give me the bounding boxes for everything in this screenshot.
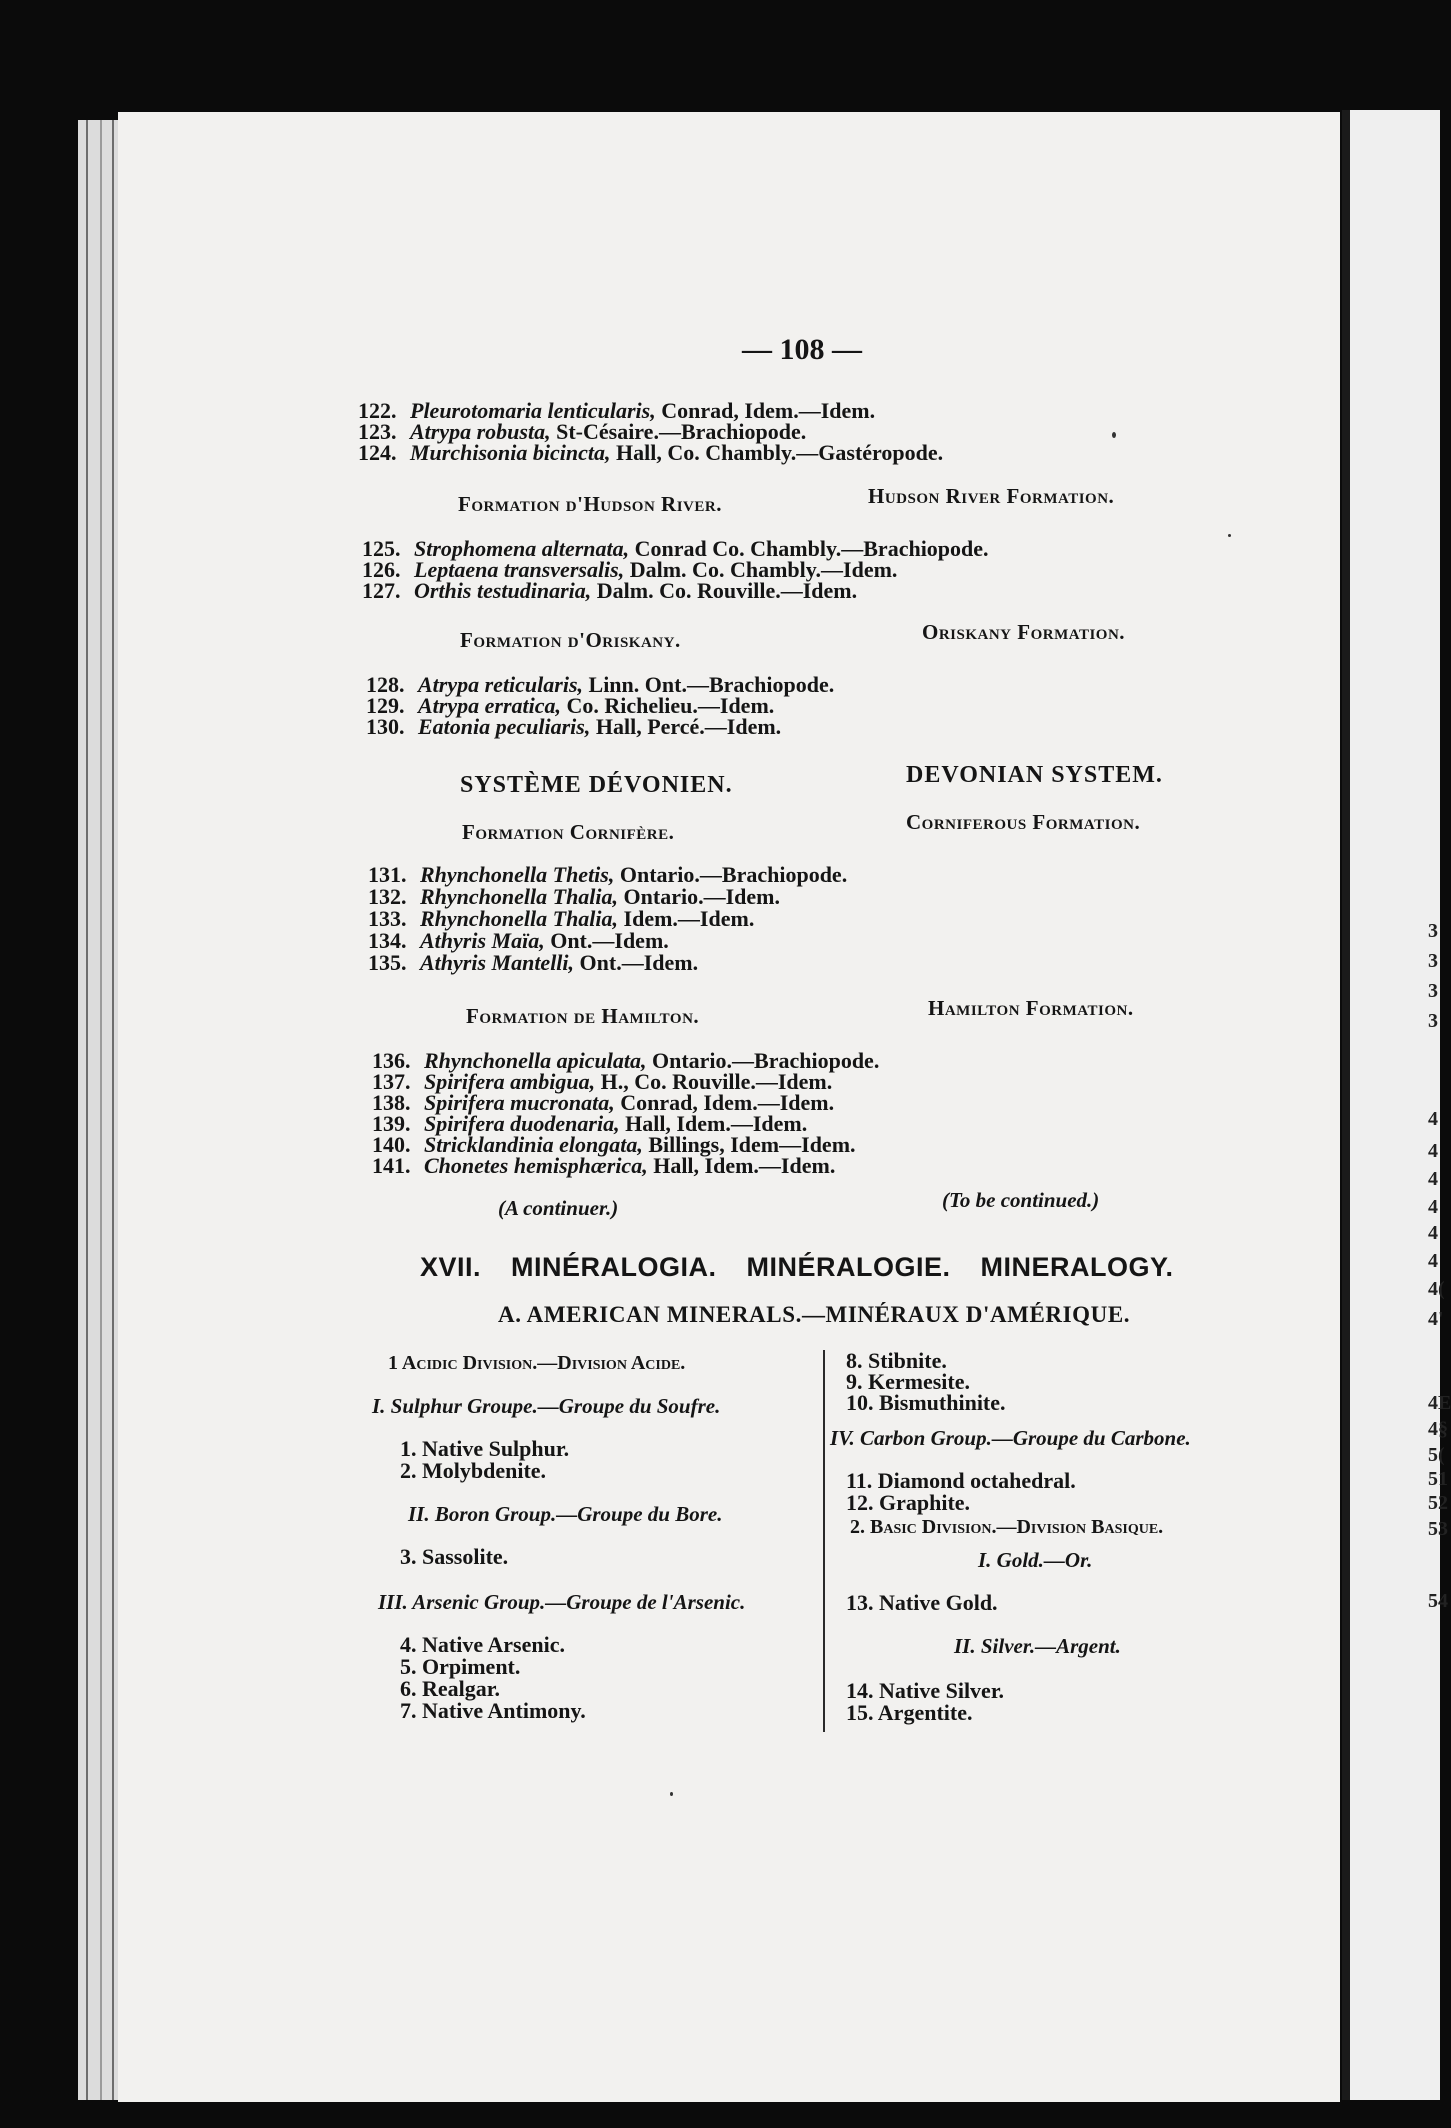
- entry-details: Hall, Percé.—Idem.: [595, 714, 782, 739]
- species-name: Spirifera ambigua,: [424, 1069, 601, 1094]
- entry-details: Conrad, Idem.—Idem.: [620, 1090, 835, 1115]
- margin-number: 4': [1428, 1308, 1444, 1330]
- entry-details: Idem.—Idem.: [623, 906, 755, 931]
- species-name: Rhynchonella Thetis,: [420, 862, 620, 887]
- group-boron: II. Boron Group.—Groupe du Bore.: [408, 1502, 723, 1526]
- mineral-item: 12. Graphite.: [846, 1490, 971, 1515]
- specimen-entry: [358, 442, 943, 464]
- species-name: Pleurotomaria lenticularis,: [410, 398, 662, 423]
- mineral-item: 13. Native Gold.: [846, 1590, 998, 1615]
- specimen-entry: [368, 908, 754, 930]
- group-silver: II. Silver.—Argent.: [954, 1634, 1121, 1658]
- entry-details: Co. Richelieu.—Idem.: [566, 693, 775, 718]
- specimen-entry: [372, 1155, 835, 1177]
- species-name: Eatonia peculiaris,: [418, 714, 596, 739]
- margin-number: 3: [1428, 980, 1438, 1002]
- scan-speck: [1112, 432, 1116, 438]
- margin-number: 3: [1428, 950, 1438, 972]
- margin-number: 4: [1428, 1250, 1438, 1272]
- heading-hamilton-en: Hamilton Formation.: [928, 996, 1134, 1020]
- margin-number: 4: [1428, 1140, 1438, 1162]
- margin-number: 4: [1428, 1222, 1438, 1244]
- section-title-la: MINÉRALOGIA.: [511, 1252, 717, 1282]
- species-name: Spirifera duodenaria,: [424, 1111, 626, 1136]
- acidic-division: 1 Acidic Division.—Division Acide.: [388, 1352, 686, 1374]
- entry-details: Ontario.—Idem.: [623, 884, 780, 909]
- margin-number: 3: [1428, 920, 1438, 942]
- species-name: Rhynchonella Thalia,: [420, 884, 624, 909]
- mineral-item: 14. Native Silver.: [846, 1678, 1005, 1703]
- species-name: Chonetes hemisphærica,: [424, 1153, 654, 1178]
- mineral-item: 7. Native Antimony.: [400, 1698, 586, 1723]
- species-name: Orthis testudinaria,: [414, 578, 597, 603]
- entry-number: 127.: [362, 578, 401, 603]
- entry-details: Conrad Co. Chambly.—Brachiopode.: [634, 536, 989, 561]
- heading-hudson-fr: Formation d'Hudson River.: [458, 492, 722, 516]
- heading-corniferous-fr: Formation Cornifère.: [462, 820, 675, 844]
- species-name: Athyris Maïa,: [420, 928, 551, 953]
- system-heading-en: DEVONIAN SYSTEM.: [906, 762, 1163, 788]
- species-name: Athyris Mantelli,: [420, 950, 580, 975]
- species-name: Leptaena transversalis,: [414, 557, 630, 582]
- group-sulphur: I. Sulphur Groupe.—Groupe du Soufre.: [372, 1394, 721, 1418]
- mineral-item: 9. Kermesite.: [846, 1369, 970, 1394]
- margin-number: 51: [1428, 1468, 1448, 1490]
- species-name: Atrypa reticularis,: [418, 672, 589, 697]
- scan-speck: [670, 1792, 673, 1796]
- entry-number: 134.: [368, 928, 407, 953]
- margin-number: 4§: [1428, 1418, 1448, 1440]
- mineral-item: 15. Argentite.: [846, 1700, 973, 1725]
- entry-details: Billings, Idem—Idem.: [648, 1132, 856, 1157]
- species-name: Murchisonia bicincta,: [410, 440, 616, 465]
- section-title: [420, 1252, 1204, 1283]
- mineral-item: 4. Native Arsenic.: [400, 1632, 565, 1657]
- mineral-item: 11. Diamond octahedral.: [846, 1468, 1076, 1493]
- specimen-entry: [366, 716, 781, 738]
- entry-details: Conrad, Idem.—Idem.: [661, 398, 876, 423]
- scan-speck: [1228, 534, 1231, 537]
- mineral-item: 5. Orpiment.: [400, 1654, 521, 1679]
- entry-details: Hall, Idem.—Idem.: [625, 1111, 808, 1136]
- continue-note-fr: (A continuer.): [498, 1196, 619, 1220]
- margin-number: 54: [1428, 1590, 1448, 1612]
- margin-number: 52: [1428, 1492, 1448, 1514]
- margin-number: 4: [1428, 1196, 1438, 1218]
- entry-number: 139.: [372, 1111, 411, 1136]
- margin-number: 4: [1428, 1168, 1438, 1190]
- entry-details: H., Co. Rouville.—Idem.: [600, 1069, 833, 1094]
- entry-number: 122.: [358, 398, 397, 423]
- species-name: Rhynchonella apiculata,: [424, 1048, 652, 1073]
- entry-details: Ontario.—Brachiopode.: [651, 1048, 880, 1073]
- entry-number: 140.: [372, 1132, 411, 1157]
- page-number: — 108 —: [742, 333, 862, 366]
- entry-number: 128.: [366, 672, 405, 697]
- specimen-entry: [368, 930, 669, 952]
- heading-oriskany-en: Oriskany Formation.: [922, 620, 1126, 644]
- column-divider: [823, 1350, 825, 1732]
- entry-number: 131.: [368, 862, 407, 887]
- entry-number: 125.: [362, 536, 401, 561]
- entry-number: 129.: [366, 693, 405, 718]
- entry-number: 130.: [366, 714, 405, 739]
- entry-details: Hall, Idem.—Idem.: [653, 1153, 836, 1178]
- entry-number: 136.: [372, 1048, 411, 1073]
- species-name: Atrypa robusta,: [410, 419, 557, 444]
- specimen-entry: [368, 952, 698, 974]
- entry-number: 135.: [368, 950, 407, 975]
- species-name: Rhynchonella Thalia,: [420, 906, 624, 931]
- species-name: Spirifera mucronata,: [424, 1090, 621, 1115]
- entry-number: 137.: [372, 1069, 411, 1094]
- subsection-title: A. AMERICAN MINERALS.—MINÉRAUX D'AMÉRIQUE.: [498, 1302, 1131, 1327]
- mineral-item: 6. Realgar.: [400, 1676, 501, 1701]
- heading-hudson-en: Hudson River Formation.: [868, 484, 1115, 508]
- entry-details: Dalm. Co. Rouville.—Idem.: [596, 578, 858, 603]
- margin-number: 53: [1428, 1518, 1448, 1540]
- mineral-item: 8. Stibnite.: [846, 1348, 947, 1373]
- margin-number: 4: [1428, 1108, 1438, 1130]
- mineral-item: 2. Molybdenite.: [400, 1458, 547, 1483]
- continue-note-en: (To be continued.): [942, 1188, 1100, 1212]
- entry-number: 141.: [372, 1153, 411, 1178]
- margin-number: 4(: [1428, 1278, 1445, 1300]
- mineral-item: 1. Native Sulphur.: [400, 1436, 570, 1461]
- species-name: Atrypa erratica,: [418, 693, 567, 718]
- mineral-item: 3. Sassolite.: [400, 1544, 509, 1569]
- basic-division: 2. Basic Division.—Division Basique.: [850, 1516, 1164, 1538]
- entry-number: 132.: [368, 884, 407, 909]
- entry-number: 138.: [372, 1090, 411, 1115]
- entry-details: Ontario.—Brachiopode.: [619, 862, 848, 887]
- entry-details: Hall, Co. Chambly.—Gastéropode.: [615, 440, 944, 465]
- group-gold: I. Gold.—Or.: [978, 1548, 1093, 1572]
- group-carbon: IV. Carbon Group.—Groupe du Carbone.: [830, 1426, 1191, 1450]
- margin-number: 3: [1428, 1010, 1438, 1032]
- margin-number: 4E: [1428, 1392, 1451, 1414]
- entry-details: Dalm. Co. Chambly.—Idem.: [629, 557, 898, 582]
- margin-number: 5(: [1428, 1444, 1445, 1466]
- entry-number: 126.: [362, 557, 401, 582]
- entry-details: Linn. Ont.—Brachiopode.: [588, 672, 835, 697]
- entry-number: 123.: [358, 419, 397, 444]
- entry-details: Ont.—Idem.: [550, 928, 669, 953]
- entry-details: Ont.—Idem.: [579, 950, 699, 975]
- specimen-entry: [362, 580, 857, 602]
- heading-corniferous-en: Corniferous Formation.: [906, 810, 1141, 834]
- species-name: Stricklandinia elongata,: [424, 1132, 649, 1157]
- specimen-entry: [368, 886, 780, 908]
- section-number: XVII.: [420, 1252, 482, 1282]
- entry-number: 124.: [358, 440, 397, 465]
- entry-number: 133.: [368, 906, 407, 931]
- heading-hamilton-fr: Formation de Hamilton.: [466, 1004, 700, 1028]
- group-arsenic: III. Arsenic Group.—Groupe de l'Arsenic.: [378, 1590, 746, 1614]
- species-name: Strophomena alternata,: [414, 536, 635, 561]
- section-title-en: MINERALOGY.: [980, 1252, 1174, 1282]
- mineral-item: 10. Bismuthinite.: [846, 1390, 1006, 1415]
- specimen-entry: [368, 864, 847, 886]
- heading-oriskany-fr: Formation d'Oriskany.: [460, 628, 681, 652]
- system-heading-fr: SYSTÈME DÉVONIEN.: [460, 772, 733, 798]
- section-title-fr: MINÉRALOGIE.: [746, 1252, 951, 1282]
- entry-details: St-Césaire.—Brachiopode.: [556, 419, 807, 444]
